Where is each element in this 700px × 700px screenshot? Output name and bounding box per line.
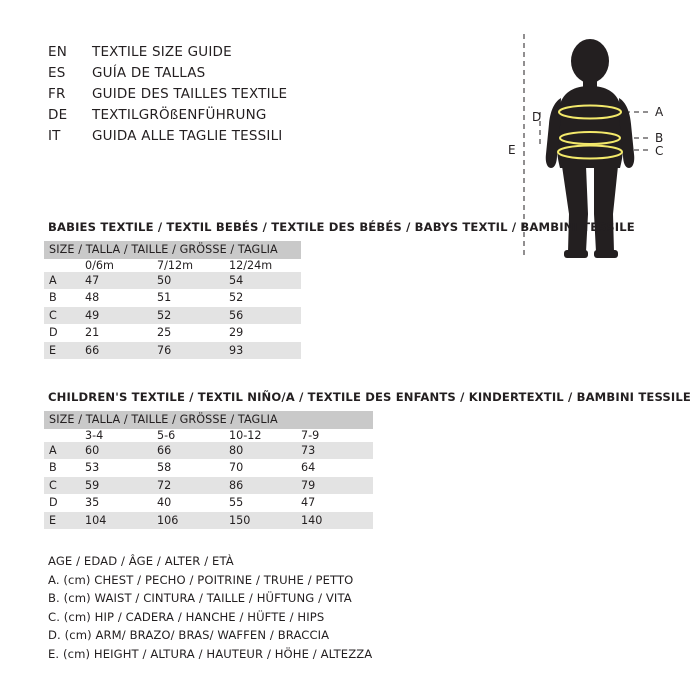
row-value: 21 [85,326,100,340]
children-column-3: 7-9 [301,428,320,442]
row-value: 93 [229,343,244,357]
row-label: D [49,326,58,340]
row-value: 80 [229,443,244,457]
row-value: 35 [85,496,100,510]
row-value: 25 [157,326,172,340]
table-row [44,324,301,342]
row-value: 60 [85,443,100,457]
legend-line: D. (cm) ARM/ BRAZO/ BRAS/ WAFFEN / BRACCIA [48,628,330,642]
row-value: 47 [85,273,100,287]
children-size-header-row [44,411,373,429]
row-value: 52 [157,308,172,322]
row-label: D [49,496,58,510]
figure-label-e: E [508,143,516,157]
children-column-2: 10-12 [229,428,262,442]
language-title: GUIDE DES TAILLES TEXTILE [92,86,288,102]
babies-columns-spacer [44,259,85,272]
language-row [48,107,287,128]
row-value: 51 [157,291,172,305]
table-row [44,459,373,477]
row-value: 47 [301,496,316,510]
children-columns-row [44,429,373,442]
babies-size-header: SIZE / TALLA / TAILLE / GRÖSSE / TAGLIA [49,243,278,257]
row-value: 106 [157,513,179,527]
row-value: 52 [229,291,244,305]
row-label: B [49,461,57,475]
table-row [44,477,373,495]
row-value: 76 [157,343,172,357]
children-table [44,411,373,529]
language-row [48,44,287,65]
table-row [44,289,301,307]
legend-line: E. (cm) HEIGHT / ALTURA / HAUTEUR / HÖHE / ALTEZZA [48,646,373,661]
row-value: 66 [157,443,172,457]
row-value: 64 [301,461,316,475]
table-row [44,307,301,325]
row-value: 49 [85,308,100,322]
row-label: A [49,273,57,287]
language-code: IT [48,128,61,144]
row-label: A [49,443,57,457]
row-value: 50 [157,273,172,287]
language-title: GUIDA ALLE TAGLIE TESSILI [92,128,283,144]
language-row [48,65,287,86]
row-value: 70 [229,461,244,475]
row-value: 72 [157,478,172,492]
babies-column-1: 7/12m [157,258,194,272]
language-title: TEXTILE SIZE GUIDE [92,44,232,60]
legend-line: A. (cm) CHEST / PECHO / POITRINE / TRUHE / PETTO [48,572,354,587]
babies-table [44,241,301,359]
row-value: 54 [229,273,244,287]
row-value: 53 [85,461,100,475]
figure-label-c: C [655,144,664,158]
language-row [48,128,287,149]
children-title: CHILDREN'S TEXTILE / TEXTIL NIÑO/A / TEXTILE DES ENFANTS / KINDERTEXTIL / BAMBINI TESSILE [48,390,692,404]
row-label: E [49,513,57,527]
language-code: EN [48,44,68,60]
row-value: 86 [229,478,244,492]
row-label: B [49,291,57,305]
babies-columns-row [44,259,301,272]
babies-title: BABIES TEXTILE / TEXTIL BEBÉS / TEXTILE DES BÉBÉS / BABYS TEXTIL / BAMBINI TESSILE [48,220,635,234]
babies-section [44,220,635,359]
figure-label-d: D [532,110,542,124]
children-column-1: 5-6 [157,428,176,442]
row-value: 40 [157,496,172,510]
row-label: C [49,478,57,492]
row-value: 73 [301,443,316,457]
language-title: GUÍA DE TALLAS [92,65,206,81]
table-row [44,512,373,530]
row-label: C [49,308,57,322]
row-label: E [49,343,57,357]
language-code: ES [48,65,66,81]
measurement-legend [48,552,372,663]
children-columns-spacer [44,429,85,442]
legend-line: B. (cm) WAIST / CINTURA / TAILLE / HÜFTUNG / VITA [48,591,352,605]
row-value: 140 [301,513,323,527]
children-column-0: 3-4 [85,428,104,442]
language-row [48,86,287,107]
row-value: 104 [85,513,107,527]
babies-column-2: 12/24m [229,258,273,272]
row-value: 48 [85,291,100,305]
legend-line: C. (cm) HIP / CADERA / HANCHE / HÜFTE / HIPS [48,609,325,624]
children-size-header: SIZE / TALLA / TAILLE / GRÖSSE / TAGLIA [49,413,278,427]
babies-column-0: 0/6m [85,258,114,272]
table-row [44,494,373,512]
language-code: FR [48,86,66,102]
babies-size-header-row [44,241,301,259]
row-value: 79 [301,478,316,492]
row-value: 29 [229,326,244,340]
table-row [44,342,301,360]
row-value: 66 [85,343,100,357]
language-code: DE [48,107,68,123]
row-value: 58 [157,461,172,475]
row-value: 59 [85,478,100,492]
table-row [44,442,373,460]
children-section [44,390,691,529]
language-title: TEXTILGRÖßENFÜHRUNG [92,107,267,123]
row-value: 56 [229,308,244,322]
row-value: 150 [229,513,251,527]
figure-label-b: B [655,131,664,145]
language-title-block [48,44,287,149]
figure-label-a: A [655,105,664,119]
table-row [44,272,301,290]
row-value: 55 [229,496,244,510]
legend-line: AGE / EDAD / ÂGE / ALTER / ETÀ [48,554,234,568]
